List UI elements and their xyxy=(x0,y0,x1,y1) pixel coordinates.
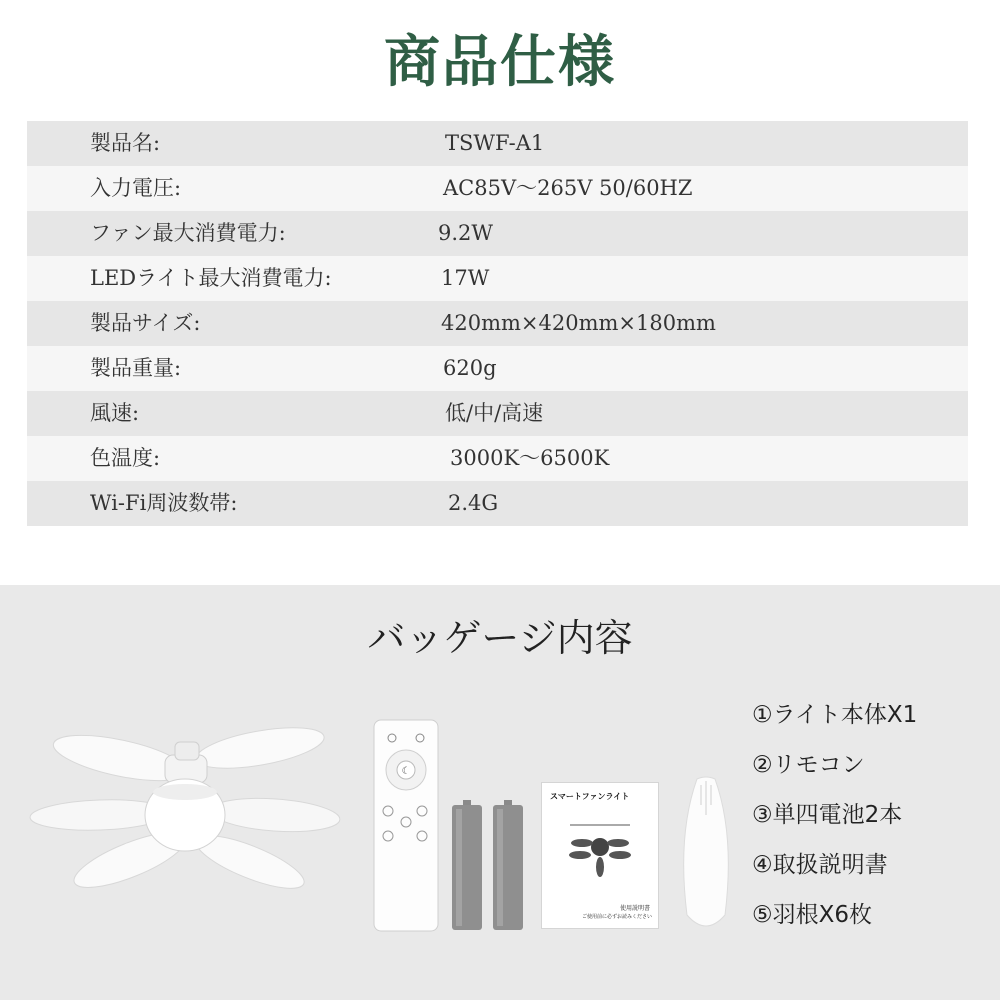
package-section xyxy=(0,585,1000,1000)
manual-image xyxy=(541,782,659,929)
spec-value: 620g xyxy=(443,356,497,380)
manual-footer-title: 使用説明書 xyxy=(619,905,650,912)
spec-row xyxy=(27,346,968,391)
fan-light-image xyxy=(25,720,345,890)
spec-value: 低/中/高速 xyxy=(445,401,544,425)
spec-row xyxy=(27,256,968,301)
manual-footer-note: ご使用前に必ずお読みください xyxy=(581,914,652,920)
spec-row xyxy=(27,391,968,436)
remote-image xyxy=(372,718,440,933)
svg-text:☾: ☾ xyxy=(401,766,411,777)
spec-row xyxy=(27,211,968,256)
spec-label: 風速: xyxy=(90,401,140,425)
package-contents-list xyxy=(752,695,917,945)
content-item: ③単四電池2本 xyxy=(752,802,903,828)
spec-row xyxy=(27,166,968,211)
spec-row xyxy=(27,436,968,481)
spec-label: ファン最大消費電力: xyxy=(90,221,286,245)
spec-label: 製品重量: xyxy=(90,356,182,380)
spec-value: 420mm×420mm×180mm xyxy=(441,311,716,335)
spec-value: TSWF-A1 xyxy=(445,131,545,155)
spec-label: LEDライト最大消費電力: xyxy=(90,266,332,290)
page-title: 商品仕様 xyxy=(384,29,616,95)
spec-label: 色温度: xyxy=(90,446,161,470)
spec-row xyxy=(27,481,968,526)
manual-fan-drawing xyxy=(562,821,638,889)
content-item: ②リモコン xyxy=(752,752,865,778)
spec-value: 3000K～6500K xyxy=(450,446,610,470)
content-item: ①ライト本体X1 xyxy=(752,702,918,728)
spec-row xyxy=(27,121,968,166)
package-title: バッゲージ内容 xyxy=(367,616,633,660)
manual-title: スマートファンライト xyxy=(550,792,630,801)
spec-row xyxy=(27,301,968,346)
spec-value: AC85V～265V 50/60HZ xyxy=(443,176,693,200)
spec-label: 製品名: xyxy=(90,131,161,155)
spec-value: 9.2W xyxy=(438,221,493,245)
content-item: ⑤羽根X6枚 xyxy=(752,902,873,928)
spec-label: 入力電圧: xyxy=(90,176,182,200)
spec-table xyxy=(27,121,968,526)
spec-value: 2.4G xyxy=(448,491,499,515)
content-item: ④取扱説明書 xyxy=(752,852,888,878)
spec-label: 製品サイズ: xyxy=(90,311,201,335)
spec-label: Wi-Fi周波数帯: xyxy=(90,491,238,515)
spec-value: 17W xyxy=(441,266,490,290)
battery-image xyxy=(449,797,527,932)
fan-blade-image xyxy=(675,775,737,935)
